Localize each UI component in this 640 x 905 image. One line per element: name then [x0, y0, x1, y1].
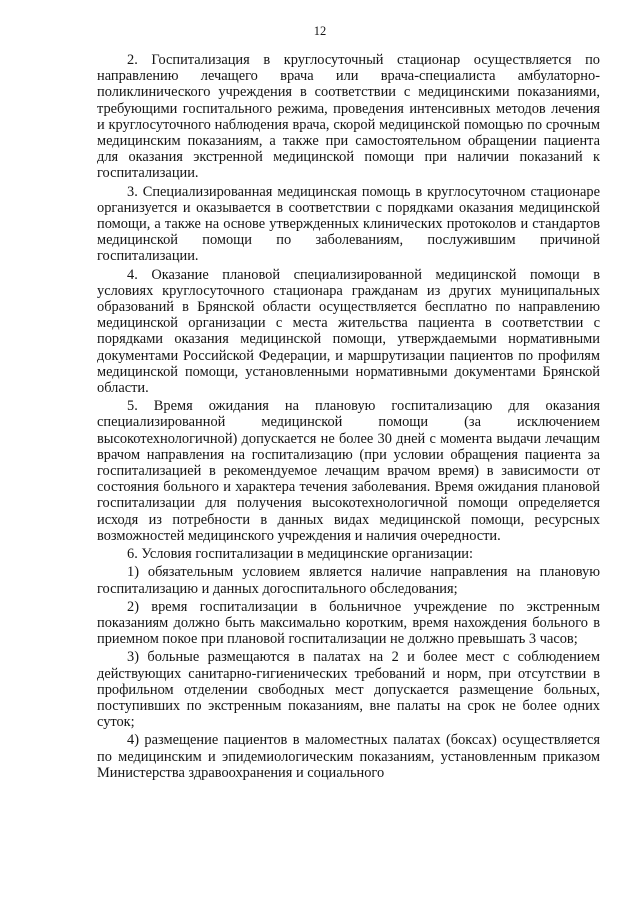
- paragraph-item-3-specialized-care: 3. Специализированная медицинская помощь в круглосуточном стационаре организуется и оказывается в соответствии с порядками оказания медицинской помощи, а также на основе утвержденных клинических протоколов и стандартов медицинской помощи по заболеваниям, послужившим причиной госпитализации.: [97, 183, 600, 265]
- document-body: [97, 52, 600, 781]
- paragraph-subitem-4-small-wards: 4) размещение пациентов в маломестных палатах (боксах) осуществляется по медицинским и эпидемиологическим показаниям, установленным приказом Министерства здравоохранения и социального: [97, 732, 600, 781]
- paragraph-item-2-hospitalization-referral: 2. Госпитализация в круглосуточный стационар осуществляется по направлению лечащего врача или врача-специалиста амбулаторно-поликлинического учреждения в соответствии с медицинскими показаниями, требующими госпитального режима, проведения интенсивных методов лечения и круглосуточного наблюдения врача, скорой медицинской помощью по срочным медицинским показаниям, а также при самостоятельном обращении пациента для оказания экстренной медицинской помощи при наличии показаний к госпитализации.: [97, 52, 600, 182]
- paragraph-item-4-planned-care-other-municipalities: 4. Оказание плановой специализированной медицинской помощи в условиях круглосуточного стационара гражданам из других муниципальных образований в Брянской области осуществляется бесплатно по направлению медицинской организации с места жительства пациента в соответствии с порядками оказания медицинской помощи, утверждаемыми нормативными документами Российской Федерации, и маршрутизации пациентов по профилям медицинской помощи, установленными нормативными документами Брянской области.: [97, 266, 600, 397]
- paragraph-item-5-waiting-time: 5. Время ожидания на плановую госпитализацию для оказания специализированной медицинской помощи (за исключением высокотехнологичной) допускается не более 30 дней с момента выдачи лечащим врачом направления на госпитализацию (при условии обращения пациента за госпитализацией в рекомендуемое лечащим врачом время) в зависимости от состояния больного и характера течения заболевания. Время ожидания плановой госпитализации для получения высокотехнологичной помощи определяется исходя из потребности в данных видах медицинской помощи, ресурсных возможностей медицинского учреждения и наличия очередности.: [97, 398, 600, 544]
- paragraph-subitem-2-emergency-time: 2) время госпитализации в больничное учреждение по экстренным показаниям должно быть максимально коротким, время нахождения больного в приемном покое при плановой госпитализации не должно превышать 3 часов;: [97, 598, 600, 648]
- page-number: 12: [313, 24, 327, 38]
- paragraph-subitem-3-ward-placement: 3) больные размещаются в палатах на 2 и более мест с соблюдением действующих санитарно-гигиенических требований и норм, при отсутствии в профильном отделении свободных мест допускается размещение больных, поступивших по экстренным показаниям, вне палаты на срок не более одних суток;: [97, 649, 600, 731]
- paragraph-subitem-1-referral-required: 1) обязательным условием является наличие направления на плановую госпитализацию и данных догоспитального обследования;: [97, 564, 600, 597]
- paragraph-item-6-hospitalization-conditions: 6. Условия госпитализации в медицинские организации:: [127, 546, 473, 563]
